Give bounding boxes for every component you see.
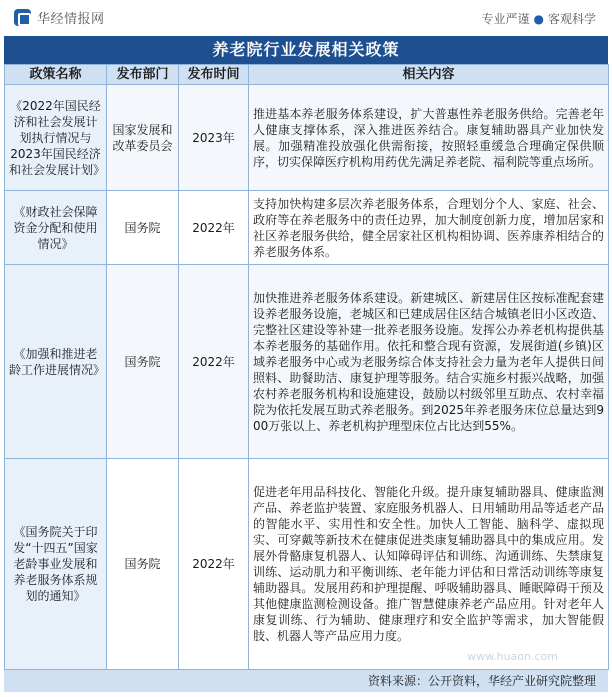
table-row	[5, 191, 609, 265]
header-release-time: 发布时间	[179, 65, 249, 85]
policy-table	[4, 64, 609, 670]
page-title: 养老院行业发展相关政策	[4, 36, 608, 64]
content-cell: 支持加快构建多层次养老服务体系，合理划分个人、家庭、社会、政府等在养老服务中的责任边界，加大制度创新力度，增加居家和社区养老服务供给，健全居家社区机构相协调、医养康养相结合的养老服务体系。	[249, 191, 609, 265]
header-policy-name: 政策名称	[5, 65, 107, 85]
policy-name-cell: 《加强和推进老龄工作进展情况》	[5, 265, 107, 459]
source-footer: 资料来源：公开资料，华经产业研究院整理	[4, 670, 608, 692]
department-cell: 国务院	[107, 265, 179, 459]
release-time-cell: 2022年	[179, 191, 249, 265]
table-header-row	[5, 65, 609, 85]
header-department: 发布部门	[107, 65, 179, 85]
table-row	[5, 265, 609, 459]
content-cell: 促进老年用品科技化、智能化升级。提升康复辅助器具、健康监测产品、养老监护装置、家庭服务机器人、日用辅助用品等适老产品的智能水平、实用性和安全性。加快人工智能、脑科学、虚拟现实、可穿戴等新技术在健康促进类康复辅助器具中的集成应用。发展外骨骼康复机器人、认知障碍评估和训练、沟通训练、失禁康复训练、运动肌力和平衡训练、老年能力评估和日常活动训练等康复辅助器具。发展用药和护理提醒、呼吸辅助器具、睡眠障碍干预及其他健康监测检测设备。推广智慧健康养老产品应用。针对老年人康复训练、行为辅助、健康理疗和安全监护等需求，加大智能假肢、机器人等产品应用力度。	[249, 459, 609, 670]
table-row	[5, 459, 609, 670]
department-cell: 国务院	[107, 459, 179, 670]
brand	[14, 8, 105, 27]
slogan-part-1: 专业严谨	[481, 12, 530, 26]
content-cell: 推进基本养老服务体系建设，扩大普惠性养老服务供给。完善老年人健康支撑体系，深入推进医养结合。康复辅助器具产业加快发展。加强精准投放强化供需衔接，按照轻重缓急合理确定保供顺序，切实保障医疗机构用药优先满足养老院、福利院等重点场所。	[249, 85, 609, 191]
slogan-part-2: 客观科学	[547, 12, 596, 26]
header-content: 相关内容	[249, 65, 609, 85]
brand-logo-icon	[14, 9, 31, 26]
policy-name-cell: 《财政社会保障资金分配和使用情况》	[5, 191, 107, 265]
brand-name: 华经情报网	[37, 12, 105, 27]
content-cell: 加快推进养老服务体系建设。新建城区、新建居住区按标准配套建设养老服务设施，老城区和已建成居住区结合城镇老旧小区改造、完整社区建设等补建一批养老服务设施。发挥公办养老机构提供基本养老服务的基础作用。依托和整合现有资源，发展街道(乡镇)区域养老服务中心或为老服务综合体支持社会力量为老年人提供日间照料、助餐助洁、康复护理等服务。结合实施乡村振兴战略，加强农村养老服务机构和设施建设，鼓励以村级邻里互助点、农村幸福院为依托发展互助式养老服务。到2025年养老服务床位总量达到900万张以上、养老机构护理型床位占比达到55%。	[249, 265, 609, 459]
watermark: www.huaon.com	[467, 650, 558, 663]
slogan-separator: ●	[533, 11, 544, 26]
top-bar	[0, 0, 612, 34]
table-row	[5, 85, 609, 191]
department-cell: 国务院	[107, 191, 179, 265]
slogan	[481, 10, 596, 27]
release-time-cell: 2022年	[179, 459, 249, 670]
release-time-cell: 2022年	[179, 265, 249, 459]
policy-name-cell: 《国务院关于印发“十四五”国家老龄事业发展和养老服务体系规划的通知》	[5, 459, 107, 670]
department-cell: 国家发展和改革委员会	[107, 85, 179, 191]
policy-name-cell: 《2022年国民经济和社会发展计划执行情况与2023年国民经济和社会发展计划》	[5, 85, 107, 191]
release-time-cell: 2023年	[179, 85, 249, 191]
